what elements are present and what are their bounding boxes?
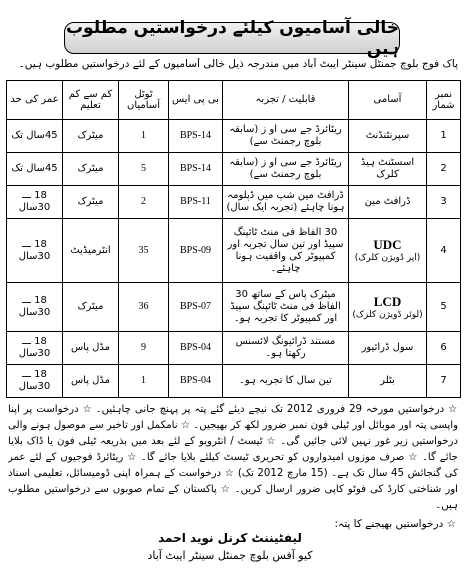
table-row	[7, 283, 461, 332]
cell-education: میٹرک	[63, 185, 119, 218]
cell-qualification: ریٹائرڈ جے سی او ز (سابقہ بلوچ رجمنٹ سے)	[223, 152, 349, 185]
cell-education: مڈل پاس	[63, 332, 119, 365]
instruction-item: ☆ ریٹائرڈ فوجیوں کے لئے عمر کی گنجائش 45 سال تک ہے۔	[8, 452, 458, 479]
cell-serial: 4	[427, 218, 461, 283]
cell-post: اسسٹنٹ ہیڈ کلرک	[349, 152, 427, 185]
cell-total: 1	[119, 365, 169, 398]
page-title: خالی آسامیوں کیلئے درخواستیں مطلوب ہیں	[65, 18, 399, 59]
cell-bps: BPS-09	[169, 218, 223, 283]
cell-serial: 3	[427, 185, 461, 218]
instructions	[8, 402, 458, 514]
cell-age: 18 ـــ 30سال	[7, 283, 63, 332]
cell-serial: 7	[427, 365, 461, 398]
instruction-item: ☆ درخواست پر اپنا واپسی پتہ اور موبائل اور ٹیلی فون نمبر ضرور لکھ کر بھیجیں۔	[8, 404, 458, 431]
cell-post: بٹلر	[349, 365, 427, 398]
cell-bps: BPS-04	[169, 365, 223, 398]
instruction-item: (15 مارچ 2012 تک) ☆ درخواست کے ہمراہ اپنی ڈومیسائل، تعلیمی اسناد اور شناختی کارڈ کی فوٹو کاپی ضرور ارسال کریں۔	[8, 468, 458, 495]
cell-qualification: تین سال کا تجربہ ہو۔	[223, 365, 349, 398]
cell-education: مڈل پاس	[63, 365, 119, 398]
header-serial: نمبر شمار	[427, 81, 461, 120]
cell-age: 45سال تک	[7, 152, 63, 185]
cell-education: میٹرک	[63, 120, 119, 153]
instruction-item: ☆ ٹیسٹ / انٹرویو کے لئے بعد میں بذریعہ ٹیلی فون یا ڈاک بلایا جائے گا۔	[8, 436, 458, 463]
post-code: UDC	[373, 237, 402, 253]
cell-qualification: ریٹائرڈ جے سی او ز (سابقہ بلوچ رجمنٹ سے)	[223, 120, 349, 153]
table-header-row	[7, 81, 461, 120]
table-row	[7, 120, 461, 153]
cell-qualification: مستند ڈرائیونگ لائسنس رکھتا ہو۔	[223, 332, 349, 365]
cell-total: 5	[119, 152, 169, 185]
page-title-banner	[64, 18, 400, 59]
cell-age: 45سال تک	[7, 120, 63, 153]
cell-post: ڈرافٹ مین	[349, 185, 427, 218]
cell-serial: 1	[427, 120, 461, 153]
cell-education: میٹرک	[63, 283, 119, 332]
cell-serial: 6	[427, 332, 461, 365]
cell-serial: 2	[427, 152, 461, 185]
cell-bps: BPS-11	[169, 185, 223, 218]
cell-bps: BPS-14	[169, 152, 223, 185]
instruction-item: ☆ نامکمل اور تاخیر سے موصول ہونے والی درخواستیں زیر غور نہیں لائی جائیں گی۔	[8, 420, 458, 447]
cell-bps: BPS-07	[169, 283, 223, 332]
instruction-item: ☆ صرف موزوں امیدواروں کو تحریری ٹیسٹ کیلئے بلایا جائے گا۔	[140, 452, 419, 463]
cell-post: سپرنٹنڈنٹ	[349, 120, 427, 153]
table-row	[7, 365, 461, 398]
header-qualification: قابلیت / تجربہ	[223, 81, 349, 120]
post-subtitle: (لوئر ڈویژن کلرک)	[352, 309, 423, 320]
cell-serial: 5	[427, 283, 461, 332]
cell-age: 18 ـــ 30سال	[7, 332, 63, 365]
cell-post: سول ڈرائیور	[349, 332, 427, 365]
table-row	[7, 218, 461, 283]
vacancies-table	[6, 80, 461, 398]
table-row	[7, 185, 461, 218]
officer-name: لیفٹیننٹ کرنل نوید احمد	[158, 531, 302, 545]
address-label: ☆ درخواستیں بھیجنے کا پتہ:	[334, 518, 456, 530]
cell-qualification: ڈرافٹ مین شپ میں ڈپلومہ ہونا چاہئے (تجربہ ایک سال)	[223, 185, 349, 218]
header-total: ٹوٹل آسامیاں	[119, 81, 169, 120]
cell-qualification: میٹرک پاس کے ساتھ 30 الفاظ فی منٹ ٹائپنگ سپیڈ اور کمپیوٹر کا تجربہ ہو۔	[223, 283, 349, 332]
header-education: کم سے کم تعلیم	[63, 81, 119, 120]
cell-post	[349, 283, 427, 332]
cell-bps: BPS-14	[169, 120, 223, 153]
table-row	[7, 152, 461, 185]
header-age: عمر کی حد	[7, 81, 63, 120]
cell-total: 2	[119, 185, 169, 218]
cell-bps: BPS-04	[169, 332, 223, 365]
header-post: آسامی	[349, 81, 427, 120]
post-subtitle: (اپر ڈویژن کلرک)	[354, 252, 421, 263]
post-code: LCD	[373, 294, 402, 310]
cell-qualification: 30 الفاظ فی منٹ ٹائپنگ سپیڈ اور تین سال تجربہ اور کمپیوٹر کی واقفیت ہونا چاہئے۔	[223, 218, 349, 283]
cell-total: 36	[119, 283, 169, 332]
intro-text: پاک فوج بلوچ جمنٹل سینٹر ایبٹ آباد میں مندرجہ ذیل خالی آسامیوں کے لئے درخواستیں مطلوب ہیں۔	[18, 58, 458, 70]
cell-total: 9	[119, 332, 169, 365]
office-address: کیو آفس بلوچ جمنٹل سینٹر ایبٹ آباد	[147, 549, 313, 562]
cell-age: 18 ـــ 30سال	[7, 185, 63, 218]
cell-total: 1	[119, 120, 169, 153]
cell-total: 35	[119, 218, 169, 283]
instruction-item: ☆ درخواستیں مورخہ 29 فروری 2012 تک نیچے دیئے گئے پتہ پر پہنچ جانی چاہئیں۔	[95, 404, 458, 415]
cell-age: 18 ـــ 30سال	[7, 218, 63, 283]
cell-education: میٹرک	[63, 152, 119, 185]
cell-age: 18 ـــ 30سال	[7, 365, 63, 398]
table-row	[7, 332, 461, 365]
cell-education: انٹرمیڈیٹ	[63, 218, 119, 283]
instruction-item: ☆ پاکستان کے تمام صوبوں سے درخواستیں مطلوب ہیں۔	[8, 484, 458, 511]
cell-post	[349, 218, 427, 283]
header-bps: بی پی ایس	[169, 81, 223, 120]
